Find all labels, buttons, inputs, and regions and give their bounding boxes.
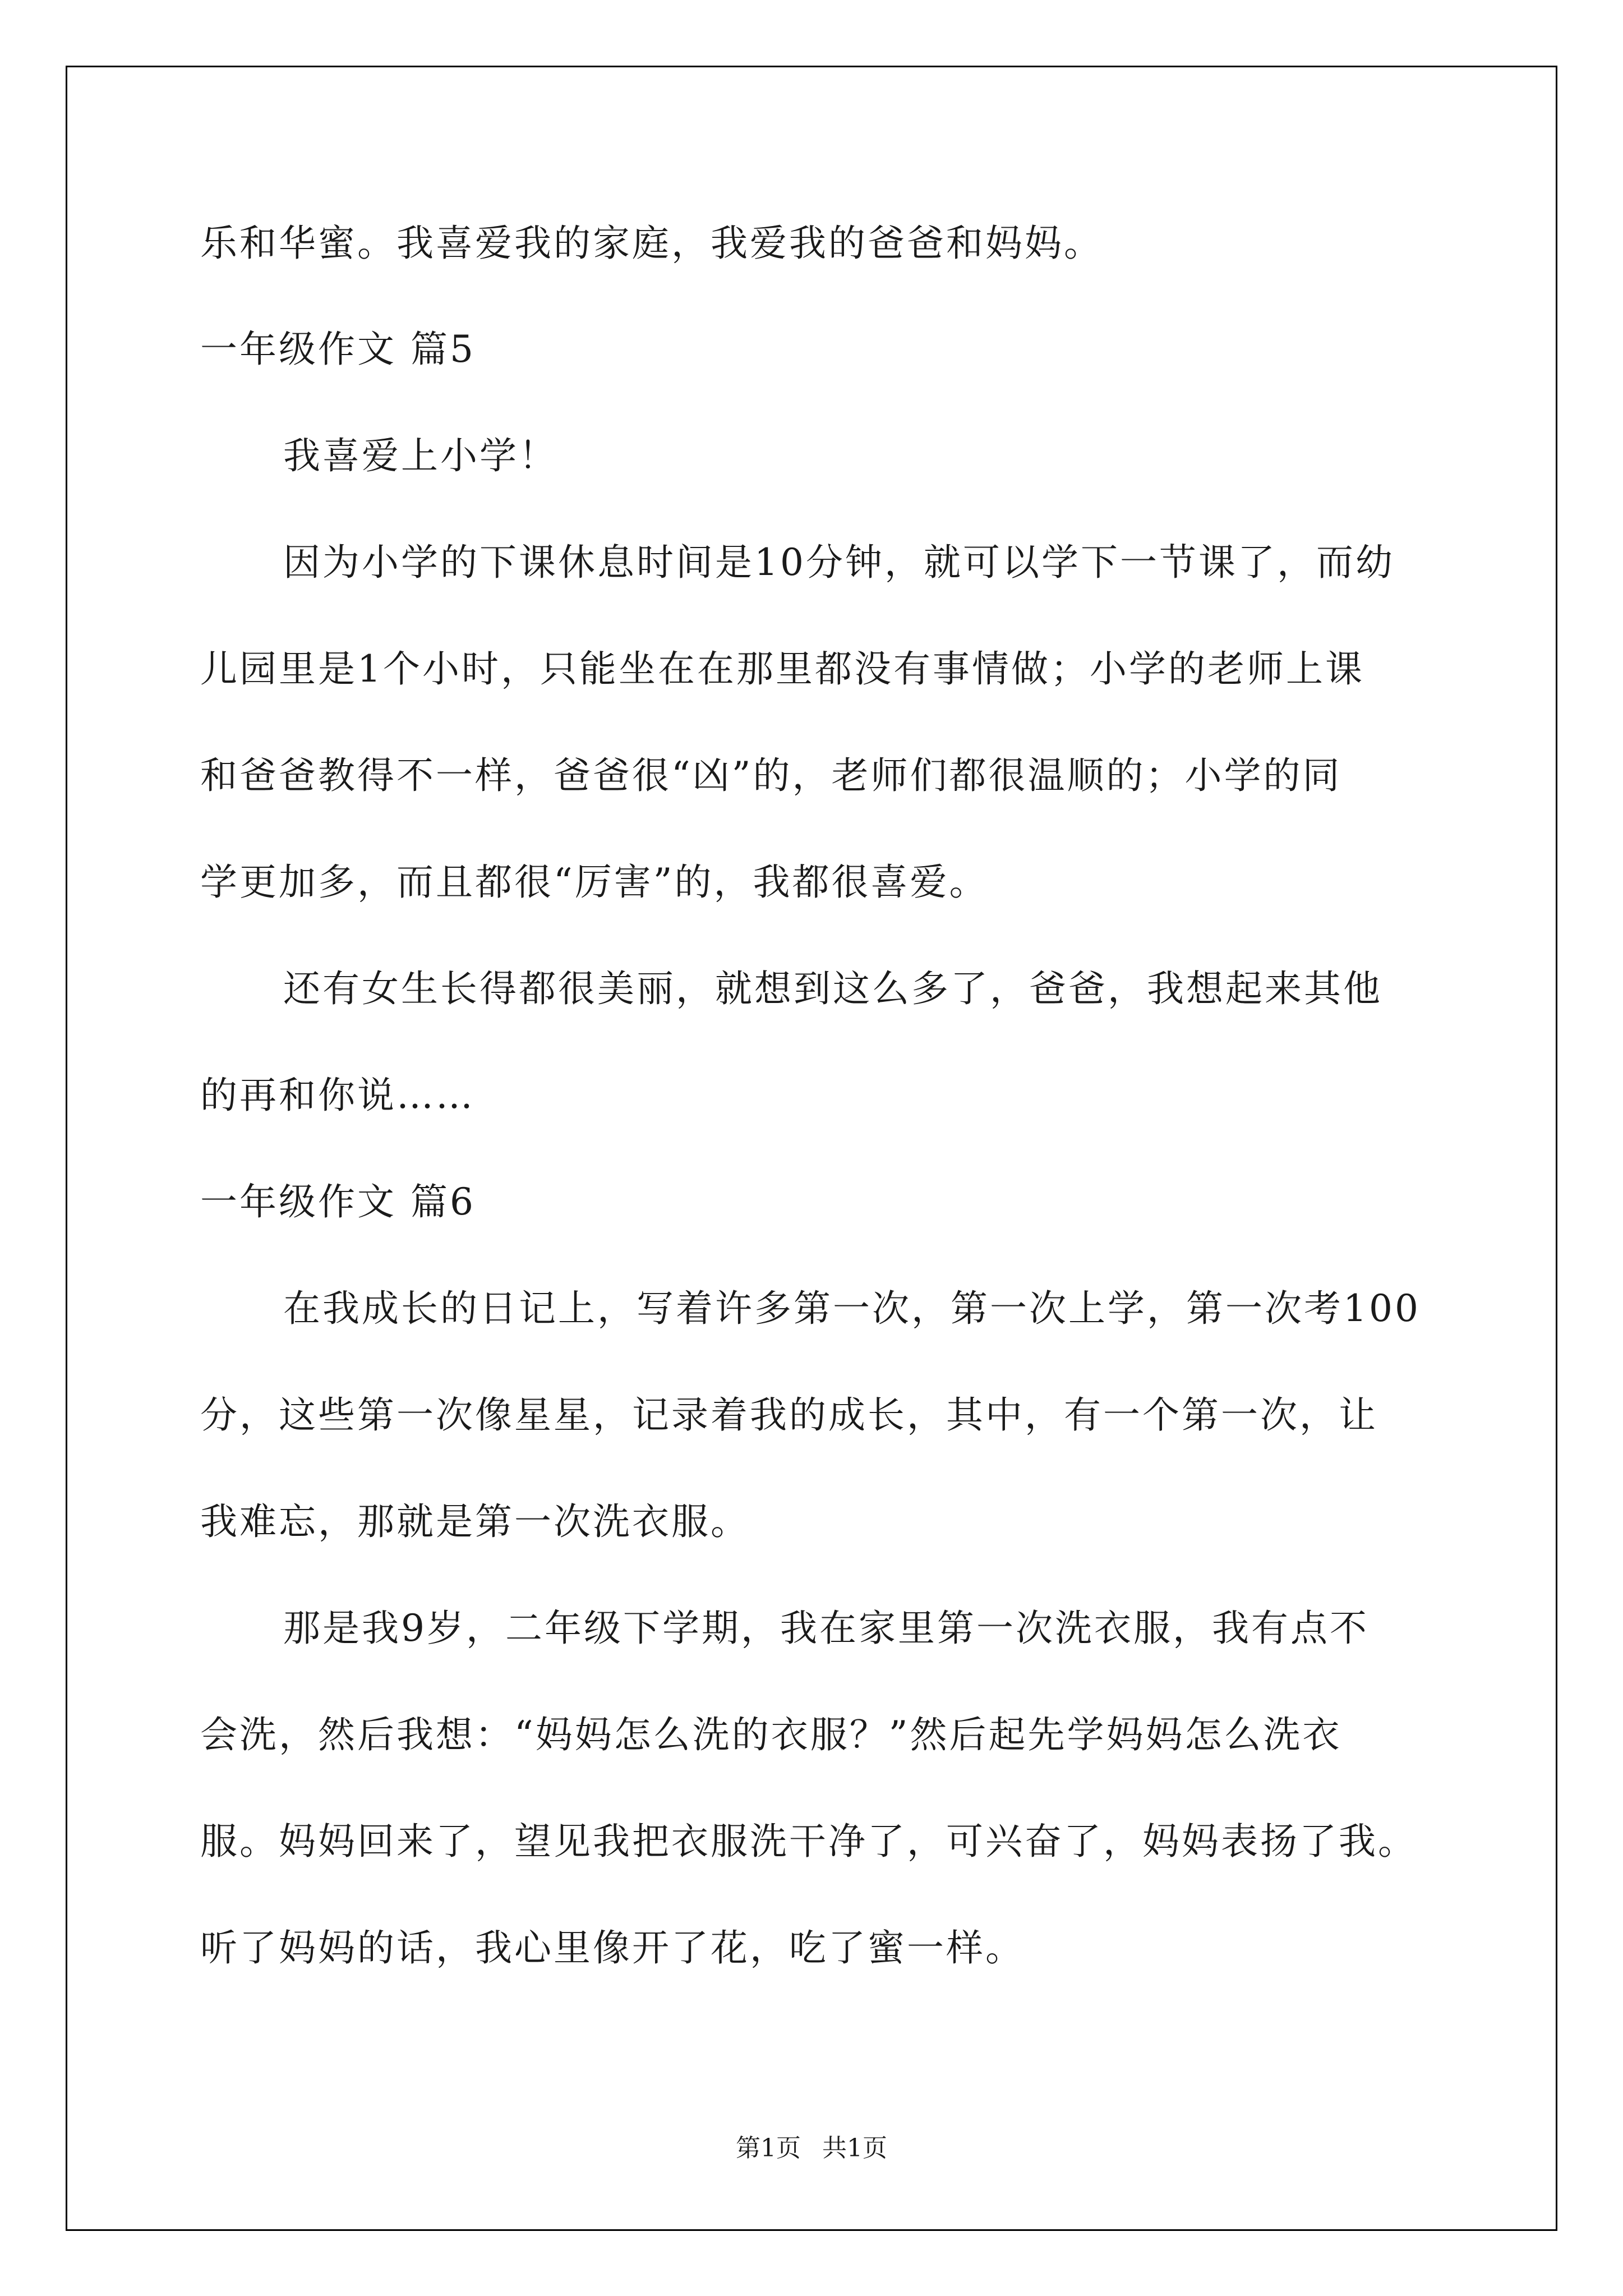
text-line: 分，这些第一次像星星，记录着我的成长，其中，有一个第一次，让 [200,1393,1378,1437]
text-line: 因为小学的下课休息时间是10分钟，就可以学下一节课了，而幼 [283,541,1395,584]
text-line: 在我成长的日记上，写着许多第一次，第一次上学，第一次考100 [283,1287,1421,1330]
text-line: 和爸爸教得不一样，爸爸很“凶”的，老师们都很温顺的；小学的同 [200,754,1342,797]
page-footer [0,2133,1623,2164]
text-line: 听了妈妈的话，我心里像开了花，吃了蜜一样。 [200,1926,1025,1970]
text-line: 的再和你说…… [200,1074,475,1117]
text-line: 服。妈妈回来了，望见我把衣服洗干净了，可兴奋了，妈妈表扬了我。 [200,1820,1417,1863]
text-line: 我喜爱上小学！ [283,434,558,477]
page-total: 共1页 [822,2134,887,2162]
page-number: 第1页 [736,2134,801,2162]
text-line: 会洗，然后我想：“妈妈怎么洗的衣服？”然后起先学妈妈怎么洗衣 [200,1713,1342,1756]
text-line: 我难忘，那就是第一次洗衣服。 [200,1500,750,1543]
section-heading: 一年级作文 篇5 [200,328,476,371]
page-border [66,66,1557,2231]
text-line: 那是我9岁，二年级下学期，我在家里第一次洗衣服，我有点不 [283,1607,1369,1650]
text-line: 儿园里是1个小时，只能坐在在那里都没有事情做；小学的老师上课 [200,647,1364,691]
text-line: 还有女生长得都很美丽，就想到这么多了，爸爸，我想起来其他 [283,967,1382,1010]
section-heading: 一年级作文 篇6 [200,1180,476,1223]
text-line: 乐和华蜜。我喜爱我的家庭，我爱我的爸爸和妈妈。 [200,222,1103,265]
text-line: 学更加多，而且都很“厉害”的，我都很喜爱。 [200,861,989,904]
